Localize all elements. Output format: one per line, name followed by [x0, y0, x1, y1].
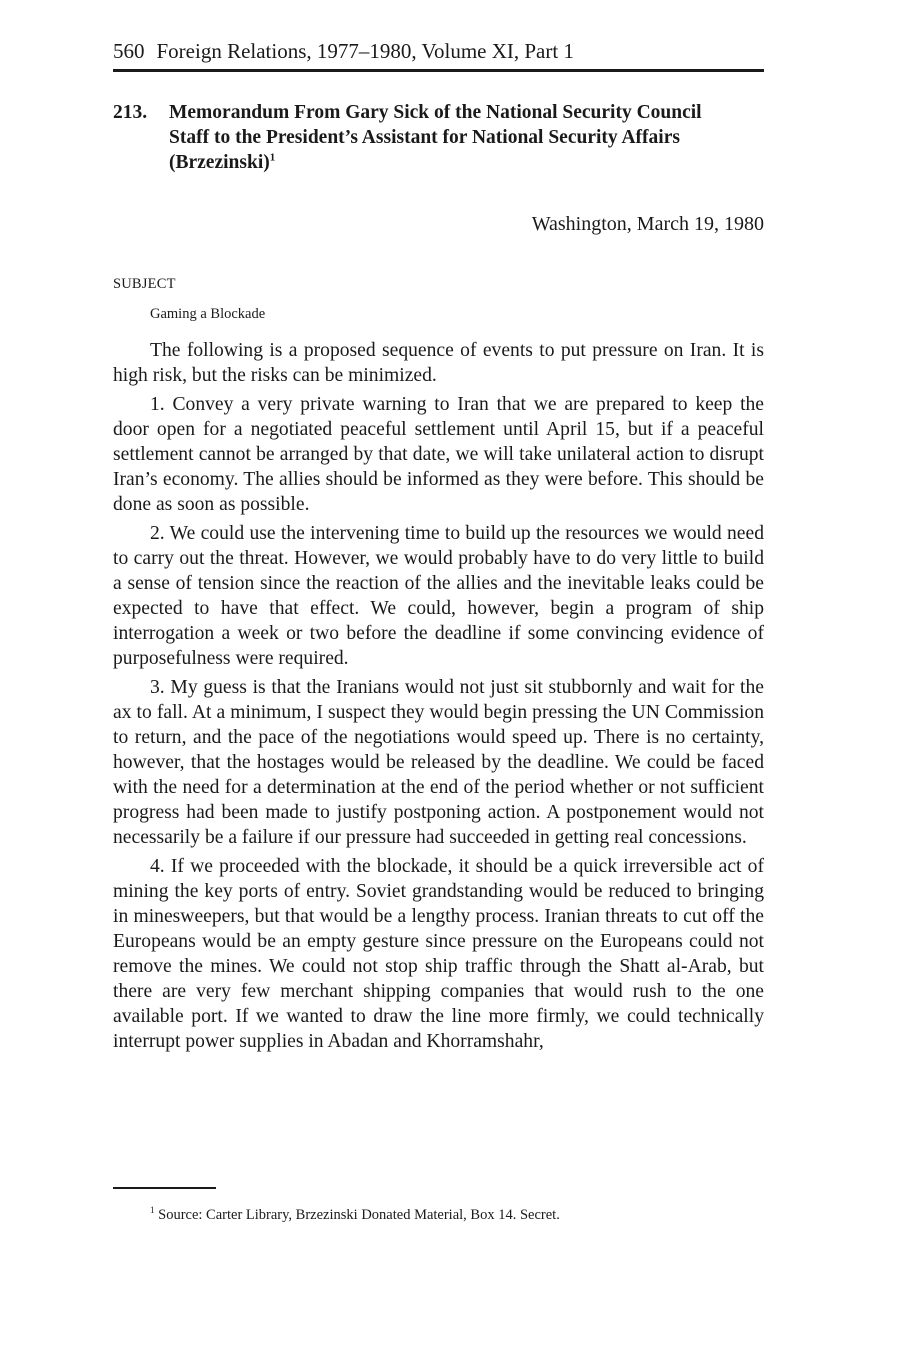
footnote-marker: 1: [150, 1205, 155, 1216]
memo-body: [113, 338, 764, 1058]
running-head: [113, 38, 764, 64]
page-number: 560: [113, 39, 145, 63]
footnote-text: Source: Carter Library, Brzezinski Donated Material, Box 14. Secret.: [158, 1207, 560, 1223]
body-paragraph: 3. My guess is that the Iranians would not just sit stubbornly and wait for the ax to fall. At a minimum, I suspect they would begin pressing the UN Commission to return, and the pace of the negotiations would speed up. There is no certainty, however, that the hostages would be released by the deadline. We could be faced with the need for a determination at the end of the period whether or not sufficient progress had been made to justify postponing action. A postponement would not necessarily be a failure if our pressure had succeeded in getting real concessions.: [113, 677, 764, 848]
document-heading: [113, 100, 764, 175]
header-rule: [113, 69, 764, 72]
subject-text: Gaming a Blockade: [150, 306, 266, 322]
body-paragraph: The following is a proposed sequence of events to put pressure on Iran. It is high risk, but the risks can be minimized.: [113, 340, 764, 386]
series-title: Foreign Relations, 1977–1980, Volume XI, Part 1: [156, 39, 574, 63]
footnote-reference[interactable]: 1: [269, 151, 276, 164]
document-title: Memorandum From Gary Sick of the National Security Council Staff to the President’s Assistant for National Security Affairs (Brzezinski): [169, 102, 702, 173]
document-number: 213.: [113, 102, 148, 123]
footnote: [150, 1205, 560, 1225]
subject-label: SUBJECT: [113, 276, 176, 292]
body-paragraph: 2. We could use the intervening time to build up the resources we would need to carry out the threat. However, we would probably have to do very little to build a sense of tension since the reaction of the allies and the inevitable leaks could be expected to have that effect. We could, however, begin a program of ship interrogation a week or two before the deadline if some convincing evidence of purposefulness were required.: [113, 523, 764, 669]
body-paragraph: 4. If we proceeded with the blockade, it should be a quick irreversible act of mining the key ports of entry. Soviet grandstanding would be reduced to bringing in minesweepers, but that would be a lengthy process. Iranian threats to cut off the Europeans would be an empty gesture since pressure on the Europeans could not remove the mines. We could not stop ship traffic through the Shatt al-Arab, but there are very few merchant shipping companies that would rush to the one available port. If we wanted to draw the line more firmly, we could technically interrupt power supplies in Abadan and Khorramshahr,: [113, 856, 764, 1052]
dateline: Washington, March 19, 1980: [531, 213, 764, 235]
footnote-rule: [113, 1187, 216, 1189]
body-paragraph: 1. Convey a very private warning to Iran that we are prepared to keep the door open for a negotiated peaceful settlement until April 15, but if a peaceful settlement cannot be arranged by that date, we will take unilateral action to disrupt Iran’s economy. The allies should be informed as they were before. This should be done as soon as possible.: [113, 394, 764, 515]
document-title-block: [169, 100, 729, 175]
